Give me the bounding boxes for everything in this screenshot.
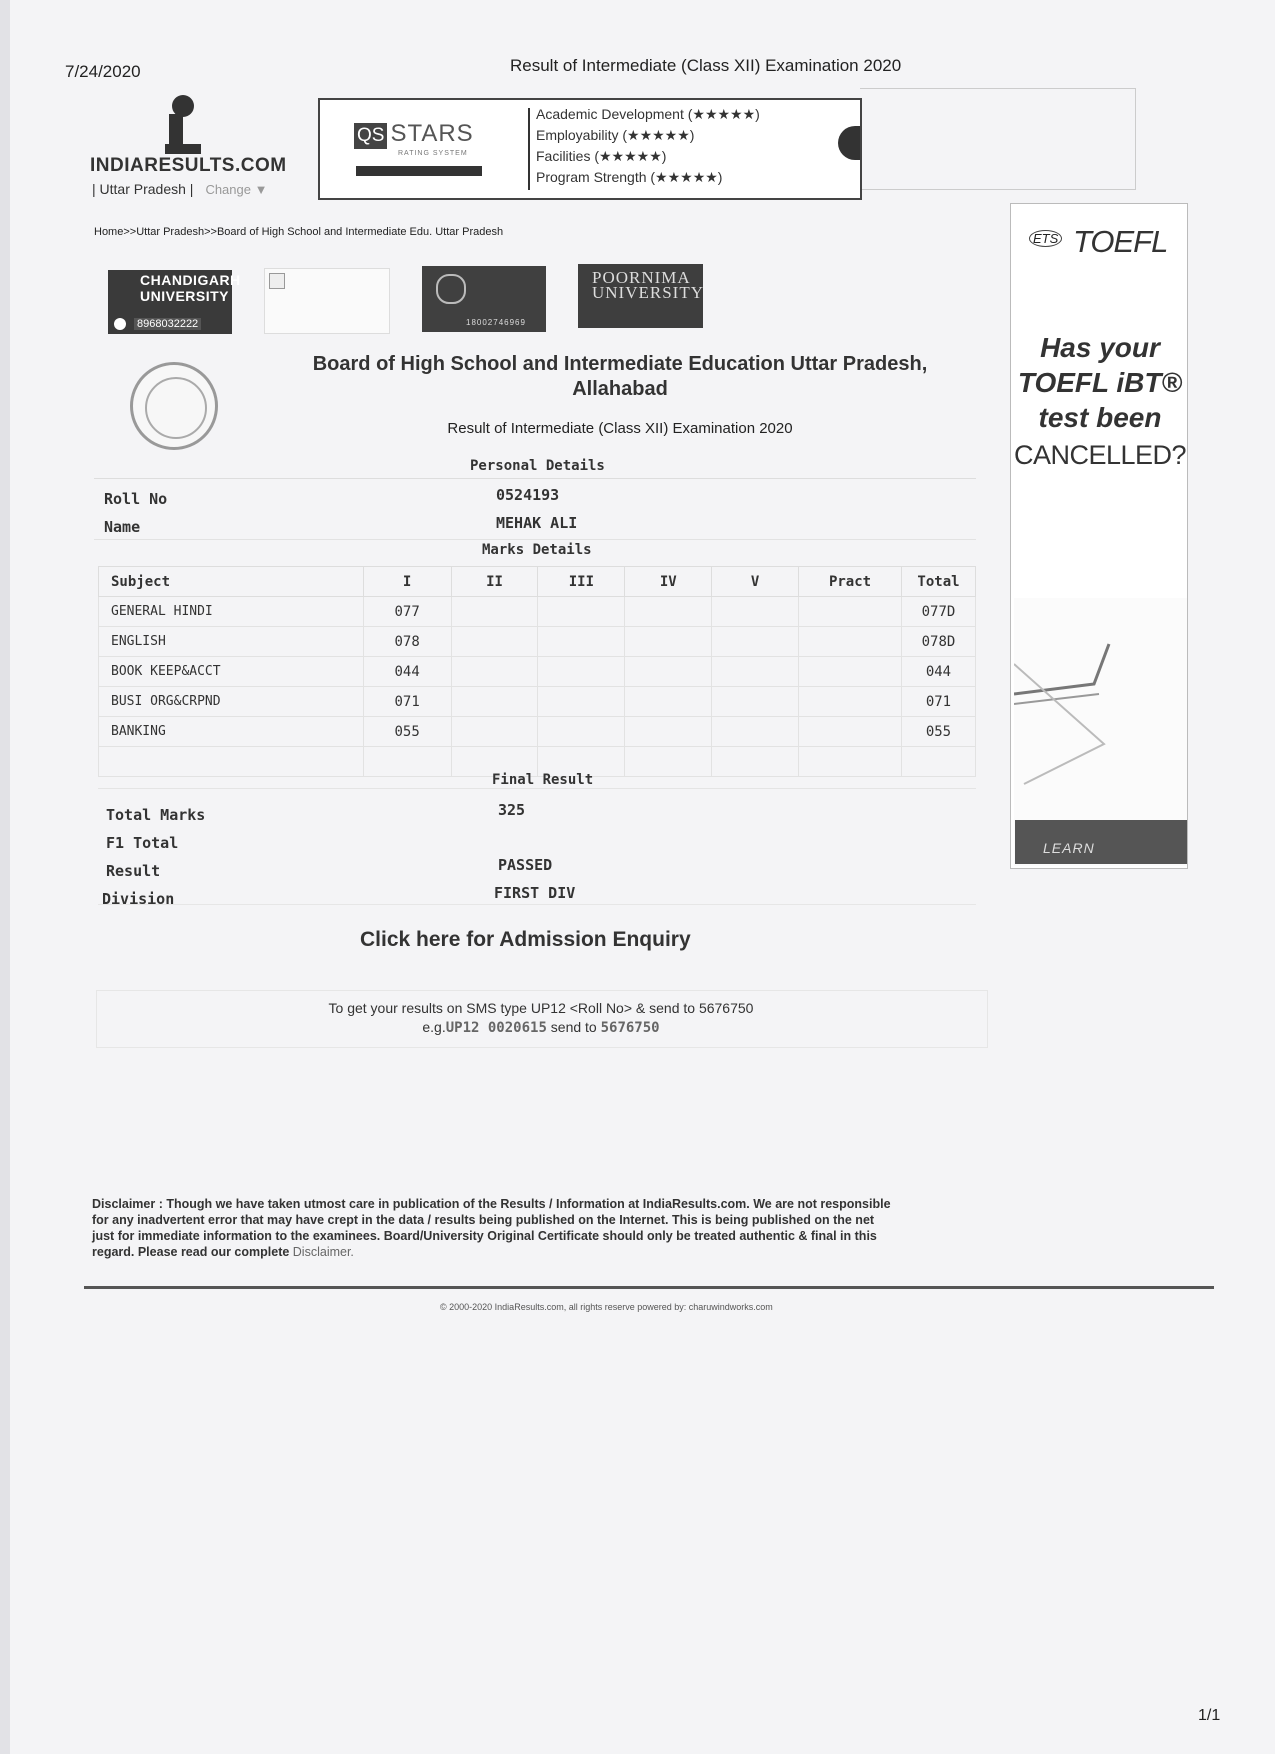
qs-divider — [528, 108, 530, 190]
subject-cell: ENGLISH — [99, 627, 364, 657]
name-value: MEHAK ALI — [496, 514, 578, 532]
qs-subtitle: RATING SYSTEM — [398, 150, 468, 157]
broken-image-ad[interactable] — [264, 268, 390, 334]
total-cell: 077D — [901, 597, 975, 627]
mark-cell — [625, 687, 712, 717]
column-header: Pract — [799, 567, 902, 597]
site-logo-text[interactable]: INDIARESULTS.COM — [90, 155, 287, 176]
gnit-ad[interactable] — [422, 266, 546, 332]
qs-mark: QS — [354, 123, 387, 149]
subject-cell: BANKING — [99, 717, 364, 747]
mark-cell — [799, 717, 902, 747]
mark-cell: 078 — [363, 627, 451, 657]
mark-cell — [451, 657, 538, 687]
gnit-phone: 18002746969 — [466, 318, 526, 327]
table-row — [99, 657, 976, 687]
toefl-cancelled: CANCELLED? — [1013, 440, 1187, 470]
admission-enquiry-link[interactable]: Click here for Admission Enquiry — [360, 928, 691, 951]
column-header: V — [712, 567, 799, 597]
mark-cell — [538, 627, 625, 657]
board-title: Board of High School and Intermediate Education Uttar Pradesh, Allahabad — [312, 353, 928, 400]
state-label: | Uttar Pradesh | — [92, 181, 194, 197]
toefl-logo: TOEFL — [1073, 224, 1168, 259]
total-cell: 055 — [901, 717, 975, 747]
footer-divider — [84, 1286, 1214, 1289]
mark-cell — [625, 717, 712, 747]
mark-cell — [625, 597, 712, 627]
subject-cell: BOOK KEEP&ACCT — [99, 657, 364, 687]
marks-table — [98, 566, 976, 777]
mark-cell — [799, 657, 902, 687]
total-cell: 071 — [901, 687, 975, 717]
mark-cell — [538, 687, 625, 717]
chandigarh-university-ad[interactable] — [108, 270, 241, 334]
final-result-heading: Final Result — [492, 772, 594, 788]
state-selector — [92, 181, 267, 197]
toefl-learn-more-button[interactable]: LEARN — [1015, 820, 1188, 864]
toefl-question: Has your TOEFL iBT® test been — [1017, 332, 1183, 433]
disclaimer — [92, 1196, 892, 1260]
mark-cell — [712, 687, 799, 717]
qs-stars-word: STARS — [390, 120, 474, 147]
marks-header-row — [99, 567, 976, 597]
disclaimer-text: Disclaimer : Though we have taken utmost care in publication of the Results / Information at IndiaResults.com. We are not responsible for any inadvertent error that may have crept in the data / results being published on the Internet. This is being published on the net just for immediate information to the examinees. Board/University Original Certificate should only be treated authentic & final in this regard. Please read our complete — [92, 1197, 891, 1259]
mark-cell — [799, 627, 902, 657]
column-header: Total — [901, 567, 975, 597]
mark-cell — [451, 627, 538, 657]
qs-ratings-list — [536, 104, 760, 188]
sms-send-to: send to — [546, 1019, 601, 1035]
personal-details-heading: Personal Details — [470, 458, 605, 474]
mark-cell — [712, 657, 799, 687]
roll-no-value: 0524193 — [496, 486, 560, 504]
qs-rating-item: Employability (★★★★★) — [536, 127, 695, 143]
table-row — [99, 717, 976, 747]
mark-cell — [451, 717, 538, 747]
column-header: III — [538, 567, 625, 597]
sms-instructions: To get your results on SMS type UP12 <Roll No> & send to 5676750 — [328, 1000, 754, 1016]
mark-cell — [799, 597, 902, 627]
breadcrumb-board: Board of High School and Intermediate Edu. Uttar Pradesh — [216, 226, 504, 238]
division-value: FIRST DIV — [494, 884, 576, 902]
column-header: II — [451, 567, 538, 597]
breadcrumb — [94, 226, 503, 238]
breadcrumb-separator: >> — [123, 226, 137, 238]
page-number: 1/1 — [1198, 1707, 1221, 1724]
qs-rating-item: Academic Development (★★★★★) — [536, 106, 760, 122]
total-marks-value: 325 — [498, 801, 526, 819]
result-label: Result — [106, 862, 161, 880]
ets-logo-icon: ETS — [1029, 230, 1062, 247]
mark-cell — [625, 627, 712, 657]
mark-cell — [625, 657, 712, 687]
mark-cell: 077 — [363, 597, 451, 627]
sms-number: 5676750 — [600, 1020, 660, 1036]
print-date: 7/24/2020 — [65, 62, 141, 81]
print-title: Result of Intermediate (Class XII) Examination 2020 — [510, 56, 902, 75]
roll-no-label: Roll No — [104, 490, 168, 508]
column-header: IV — [625, 567, 712, 597]
column-header: I — [363, 567, 451, 597]
breadcrumb-home[interactable]: Home — [94, 226, 124, 238]
result-value: PASSED — [498, 856, 553, 874]
mark-cell: 055 — [363, 717, 451, 747]
total-cell: 044 — [901, 657, 975, 687]
broken-image-icon — [269, 273, 285, 289]
result-title: Result of Intermediate (Class XII) Examination 2020 — [447, 420, 793, 437]
ad-graphic-icon — [1014, 634, 1188, 794]
indiaresults-logo-icon[interactable] — [163, 94, 203, 156]
up-government-seal-icon — [130, 362, 218, 450]
name-label: Name — [104, 518, 141, 536]
mark-cell — [538, 597, 625, 627]
mark-cell — [538, 657, 625, 687]
phone-icon — [114, 318, 126, 330]
mark-cell — [712, 597, 799, 627]
qs-bar-decoration — [356, 166, 482, 176]
mark-cell — [451, 687, 538, 717]
mark-cell — [712, 627, 799, 657]
column-header: Subject — [99, 567, 364, 597]
qs-rating-item: Facilities (★★★★★) — [536, 148, 667, 164]
qs-stars-logo[interactable] — [354, 120, 484, 157]
breadcrumb-separator: >> — [204, 226, 217, 238]
chandigarh-university-name: CHANDIGARH UNIVERSITY — [140, 272, 241, 304]
subject-cell: BUSI ORG&CRPND — [99, 687, 364, 717]
sms-eg: e.g. — [422, 1019, 446, 1035]
table-row — [99, 687, 976, 717]
disclaimer-link[interactable]: Disclaimer. — [292, 1245, 354, 1259]
table-row — [99, 597, 976, 627]
total-cell: 078D — [901, 627, 975, 657]
chandigarh-phone: 8968032222 — [134, 318, 201, 330]
breadcrumb-state[interactable]: Uttar Pradesh — [136, 226, 205, 238]
sms-code: UP12 0020615 — [445, 1020, 547, 1036]
poornima-university-name: POORNIMA UNIVERSITY — [592, 268, 704, 302]
mark-cell — [799, 687, 902, 717]
mark-cell — [451, 597, 538, 627]
f1-total-label: F1 Total — [106, 834, 179, 852]
copyright: © 2000-2020 IndiaResults.com, all rights reserve powered by: charuwindworks.com — [440, 1302, 773, 1312]
qs-banner-frame — [860, 88, 1136, 190]
mark-cell — [712, 717, 799, 747]
marks-details-heading: Marks Details — [482, 542, 592, 558]
toefl-ad[interactable] — [1010, 203, 1188, 869]
mark-cell: 071 — [363, 687, 451, 717]
change-state-link[interactable]: Change ▼ — [205, 182, 268, 197]
mark-cell: 044 — [363, 657, 451, 687]
gnit-emblem-icon — [436, 274, 466, 304]
subject-cell: GENERAL HINDI — [99, 597, 364, 627]
table-row — [99, 627, 976, 657]
mark-cell — [538, 717, 625, 747]
total-marks-label: Total Marks — [106, 806, 206, 824]
division-label: Division — [102, 890, 175, 908]
poornima-university-ad[interactable] — [578, 264, 703, 328]
sms-example — [96, 1019, 986, 1036]
qs-rating-item: Program Strength (★★★★★) — [536, 169, 723, 185]
